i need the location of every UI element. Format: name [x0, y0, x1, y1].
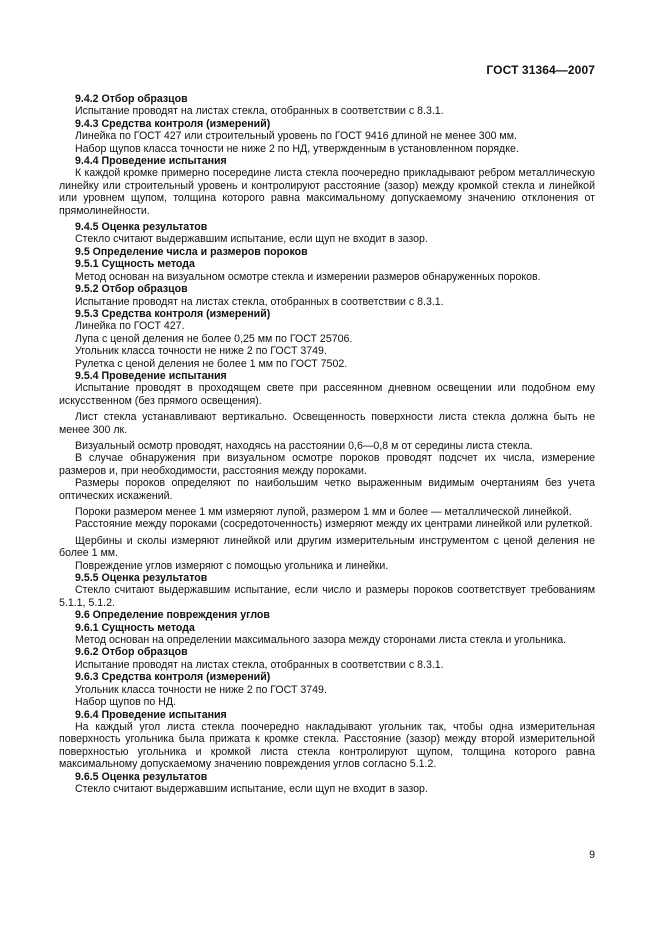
- paragraph: В случае обнаружения при визуальном осмотре пороков проводят подсчет их числа, измерение размеров и, при необходимости, расстояния между пороками.: [59, 452, 595, 477]
- paragraph: Метод основан на визуальном осмотре стекла и измерении размеров обнаруженных пороков.: [75, 270, 541, 283]
- paragraph: Испытание проводят на листах стекла, отобранных в соответствии с 8.3.1.: [75, 105, 444, 118]
- paragraph: Испытание проводят на листах стекла, отобранных в соответствии с 8.3.1.: [75, 658, 444, 671]
- paragraph: Лист стекла устанавливают вертикально. Освещенность поверхности листа стекла должна быть не менее 300 лк.: [59, 411, 595, 436]
- section-heading: 9.5.1 Сущность метода: [75, 258, 195, 271]
- paragraph: К каждой кромке примерно посередине листа стекла поочередно прикладывают ребром металлическую линейку или строительный уровень и контролируют расстояние (зазор) между кромкой стекла и линейкой или уровнем щупом, толщина которого равна максимальному допускаемому значению отклонения от прямолинейности.: [59, 167, 595, 217]
- section-heading: 9.4.4 Проведение испытания: [75, 155, 227, 168]
- section-heading: 9.5.2 Отбор образцов: [75, 283, 188, 296]
- paragraph: Расстояние между пороками (сосредоточенность) измеряют между их центрами линейкой или рулеткой.: [75, 518, 593, 531]
- paragraph: Испытание проводят в проходящем свете при рассеянном дневном освещении или подобном ему искусственном (без прямого освещения).: [59, 382, 595, 407]
- paragraph: Стекло считают выдержавшим испытание, если щуп не входит в зазор.: [75, 233, 428, 246]
- section-heading: 9.6.3 Средства контроля (измерений): [75, 671, 271, 684]
- paragraph: Линейка по ГОСТ 427 или строительный уровень по ГОСТ 9416 длиной не менее 300 мм.: [75, 130, 517, 143]
- paragraph: Визуальный осмотр проводят, находясь на расстоянии 0,6—0,8 м от середины листа стекла.: [75, 439, 533, 452]
- paragraph: Линейка по ГОСТ 427.: [75, 320, 185, 333]
- section-heading: 9.4.3 Средства контроля (измерений): [75, 117, 271, 130]
- section-heading: 9.5 Определение числа и размеров пороков: [75, 245, 308, 258]
- paragraph: Рулетка с ценой деления не более 1 мм по ГОСТ 7502.: [75, 357, 348, 370]
- section-heading: 9.5.4 Проведение испытания: [75, 369, 227, 382]
- paragraph: Пороки размером менее 1 мм измеряют лупой, размером 1 мм и более — металлической линейкой.: [75, 506, 572, 518]
- section-heading: 9.5.3 Средства контроля (измерений): [75, 307, 271, 320]
- paragraph: Стекло считают выдержавшим испытание, если число и размеры пороков соответствует требованиям 5.1.1, 5.1.2.: [59, 584, 595, 609]
- section-heading: 9.6.4 Проведение испытания: [75, 708, 227, 721]
- section-heading: 9.5.5 Оценка результатов: [75, 572, 208, 585]
- paragraph: Набор щупов по НД.: [75, 696, 177, 709]
- paragraph: Набор щупов класса точности не ниже 2 по НД, утвержденным в установленном порядке.: [75, 142, 519, 155]
- section-heading: 9.6.2 Отбор образцов: [75, 646, 188, 659]
- paragraph: Размеры пороков определяют по наибольшим четко выраженным видимым очертаниям без учета оптических искажений.: [59, 477, 595, 502]
- section-heading: 9.6.1 Сущность метода: [75, 621, 195, 634]
- section-heading: 9.6 Определение повреждения углов: [75, 609, 270, 622]
- section-heading: 9.6.5 Оценка результатов: [75, 770, 208, 783]
- paragraph: На каждый угол листа стекла поочередно накладывают угольник так, чтобы одна измерительная поверхность угольника была прижата к кромке стекла. Расстояние (зазор) между второй измерительной поверхностью угольника и кромкой листа стекла контролируют щупом, толщина которого равна максимальному допускаемому значению повреждения углов согласно 5.1.2.: [59, 720, 595, 771]
- paragraph: Лупа с ценой деления не более 0,25 мм по ГОСТ 25706.: [75, 332, 353, 345]
- paragraph: Щербины и сколы измеряют линейкой или другим измерительным инструментом с ценой деления не более 1 мм.: [59, 534, 595, 560]
- paragraph: Стекло считают выдержавшим испытание, если щуп не входит в зазор.: [75, 782, 428, 795]
- document-body: [59, 93, 595, 795]
- section-heading: 9.4.2 Отбор образцов: [75, 93, 188, 105]
- paragraph: Повреждение углов измеряют с помощью угольника и линейки.: [75, 559, 389, 572]
- standard-header: ГОСТ 31364—2007: [486, 63, 595, 77]
- paragraph: Угольник класса точности не ниже 2 по ГОСТ 3749.: [75, 345, 327, 358]
- page-number: 9: [589, 849, 595, 861]
- paragraph: Испытание проводят на листах стекла, отобранных в соответствии с 8.3.1.: [75, 295, 444, 308]
- paragraph: Метод основан на определении максимального зазора между сторонами листа стекла и угольника.: [75, 634, 567, 647]
- paragraph: Угольник класса точности не ниже 2 по ГОСТ 3749.: [75, 683, 327, 696]
- section-heading: 9.4.5 Оценка результатов: [75, 221, 208, 234]
